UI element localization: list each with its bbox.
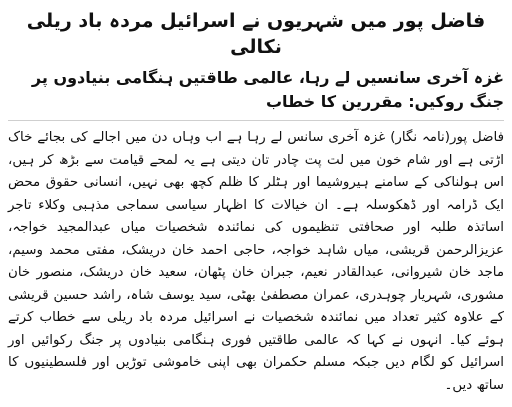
headline: فاضل پور میں شہریوں نے اسرائیل مردہ باد ریلی نکالی xyxy=(26,10,486,58)
divider xyxy=(8,120,504,121)
article-body: فاضل پور(نامہ نگار) غزہ آخری سانس لے رہا ہے اب وہاں دن میں اجالے کی بجائے خاک اڑتی ہے اور شام خون میں لت پت چادر تان دیتی ہے یہ لمحے قیامت سے بڑھ کر ہیں، اس ہولناکی کے سامنے ہیروشیما اور ہٹلر کا ظلم کچھ بھی نہیں، انسانی حقوق محض ایک ڈرامہ اور ڈھکوسلہ ہے۔ ان خیالات کا اظہار سیاسی سماجی مذہبی وکلاء تاجر اساتذہ طلبہ اور صحافتی تنظیموں کی نمائندہ شخصیات میاں عبدالمجید خواجہ، عزیزالرحمن قریشی، میاں شاہد خواجہ، حاجی احمد خان دریشک، مفتی محمد وسیم، ماجد خان شیروانی، عبدالقادر نعیم، جبران خان پٹھان، سعید خان دریشک، منصور خان مشوری، شہریار چوہدری، عمران مصطفیٰ بھٹی، سید یوسف شاہ، راشد حسین قریشی کے علاوہ کثیر تعداد میں نمائندہ شخصیات نے اسرائیل مردہ باد ریلی سے خطاب کرتے ہوئے کیا۔ انہوں نے کہا کہ عالمی طاقتیں فوری ہنگامی بنیادوں پر جنگ رکوائیں اور اسرائیل کو لگام دیں جبکہ مسلم حکمران بھی اپنی خاموشی توڑیں اور فلسطینیوں کا ساتھ دیں۔ xyxy=(8,130,504,393)
subheadline: غزہ آخری سانسیں لے رہا، عالمی طاقتیں ہنگامی بنیادوں پر جنگ روکیں: مقررین کا خطاب xyxy=(31,68,504,111)
